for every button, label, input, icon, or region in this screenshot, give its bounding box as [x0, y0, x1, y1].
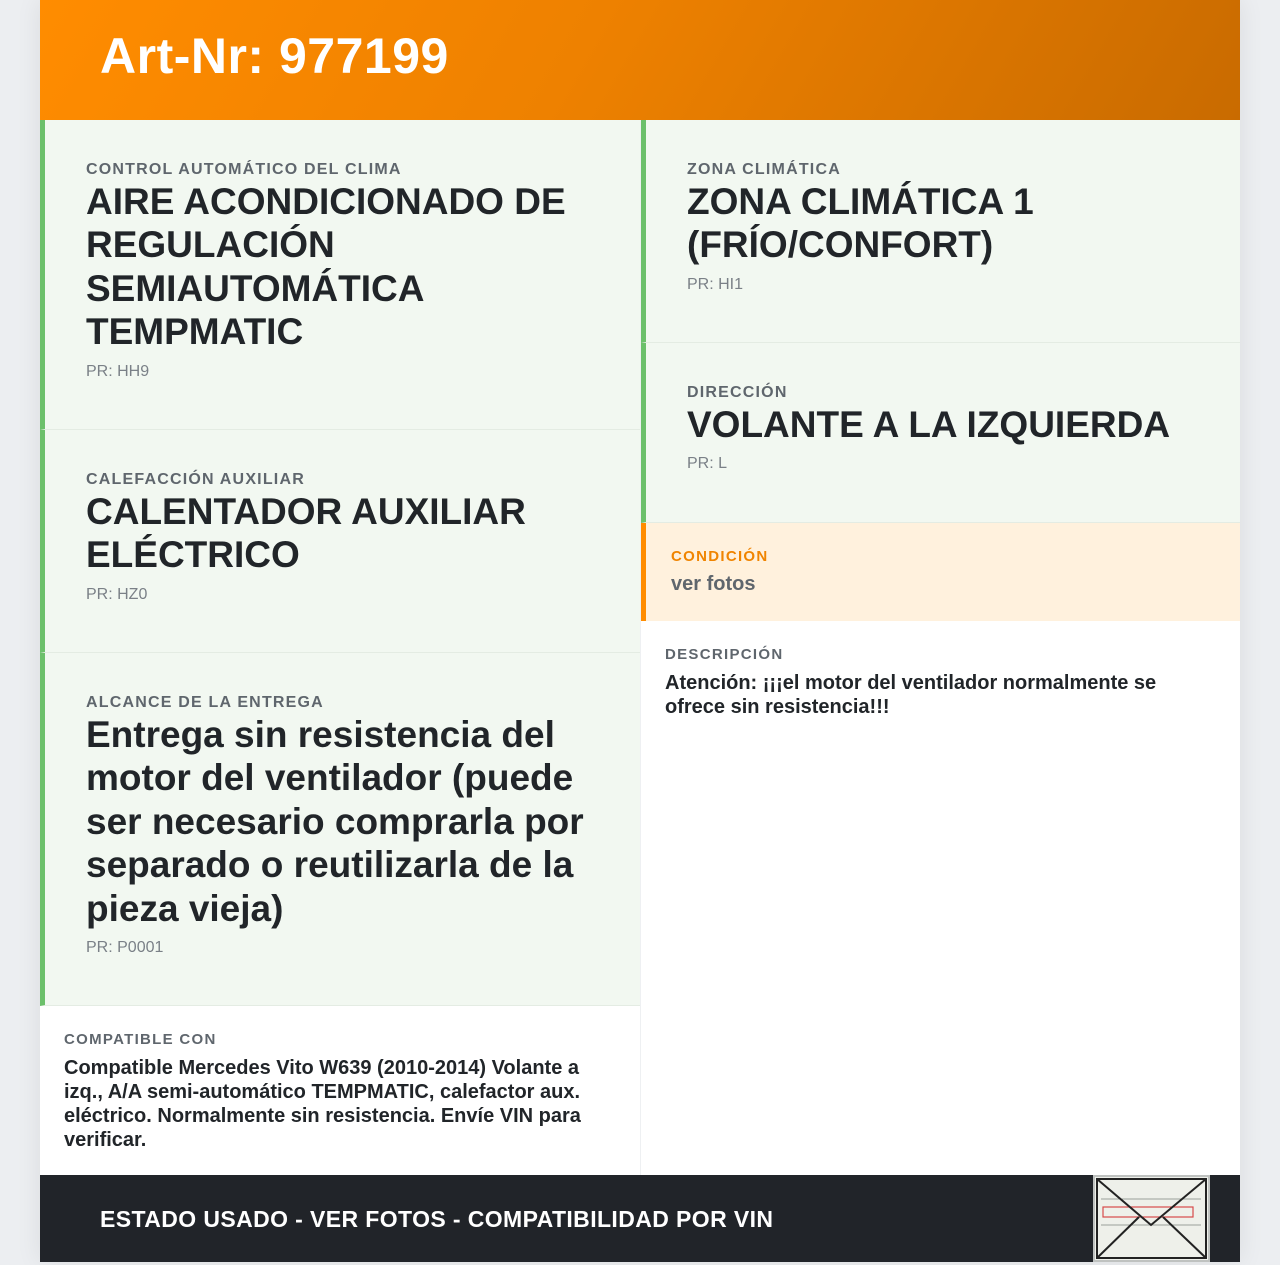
option-pr-code: PR: HZ0 [86, 585, 148, 603]
envelope-icon [1095, 1177, 1208, 1260]
option-card-climate-zone [641, 120, 1240, 343]
option-label: DIRECCIÓN [687, 384, 788, 401]
compatible-section [40, 1006, 640, 1175]
option-value: CALENTADOR AUXILIAR ELÉCTRICO [86, 491, 526, 576]
compatible-label: COMPATIBLE CON [64, 1031, 217, 1048]
option-card-delivery-scope [40, 653, 640, 1006]
footer-text: ESTADO USADO - VER FOTOS - COMPATIBILIDAD POR VIN [100, 1206, 774, 1232]
compatible-text: Compatible Mercedes Vito W639 (2010-2014) Volante a izq., A/A semi-automático TEMPMATIC, calefactor aux. eléctrico. Normalmente sin resistencia. Envíe VIN para verificar. [64, 1057, 581, 1151]
option-label: ZONA CLIMÁTICA [687, 161, 841, 178]
description-section [641, 621, 1240, 719]
description-text: Atención: ¡¡¡el motor del ventilador normalmente se ofrece sin resistencia!!! [665, 672, 1157, 718]
condition-label: CONDICIÓN [671, 548, 769, 565]
option-card-aux-heating [40, 430, 640, 653]
footer-bar [40, 1175, 1240, 1262]
product-sheet [40, 0, 1240, 1262]
option-label: CALEFACCIÓN AUXILIAR [86, 471, 305, 488]
option-value: Entrega sin resistencia del motor del ventilador (puede ser necesario comprarla por separado o reutilizarla de la pieza vieja) [86, 714, 584, 929]
option-value: ZONA CLIMÁTICA 1 (FRÍO/CONFORT) [687, 181, 1034, 266]
option-pr-code: PR: P0001 [86, 939, 164, 957]
header-banner [40, 0, 1240, 120]
right-column [640, 120, 1240, 1175]
condition-section [641, 523, 1240, 621]
option-pr-code: PR: L [687, 455, 728, 473]
option-card-climate-control [40, 120, 640, 430]
description-label: DESCRIPCIÓN [665, 646, 784, 663]
option-label: CONTROL AUTOMÁTICO DEL CLIMA [86, 161, 402, 178]
part-label-photo-thumbnail [1093, 1175, 1210, 1262]
option-pr-code: PR: HI1 [687, 275, 744, 293]
article-number-title: Art-Nr: 977199 [100, 28, 449, 84]
condition-value: ver fotos [671, 573, 756, 595]
option-value: VOLANTE A LA IZQUIERDA [687, 404, 1171, 445]
option-value: AIRE ACONDICIONADO DE REGULACIÓN SEMIAUTOMÁTICA TEMPMATIC [86, 181, 566, 353]
option-pr-code: PR: HH9 [86, 362, 150, 380]
left-column [40, 120, 640, 1175]
option-label: ALCANCE DE LA ENTREGA [86, 694, 324, 711]
option-card-steering [641, 343, 1240, 523]
